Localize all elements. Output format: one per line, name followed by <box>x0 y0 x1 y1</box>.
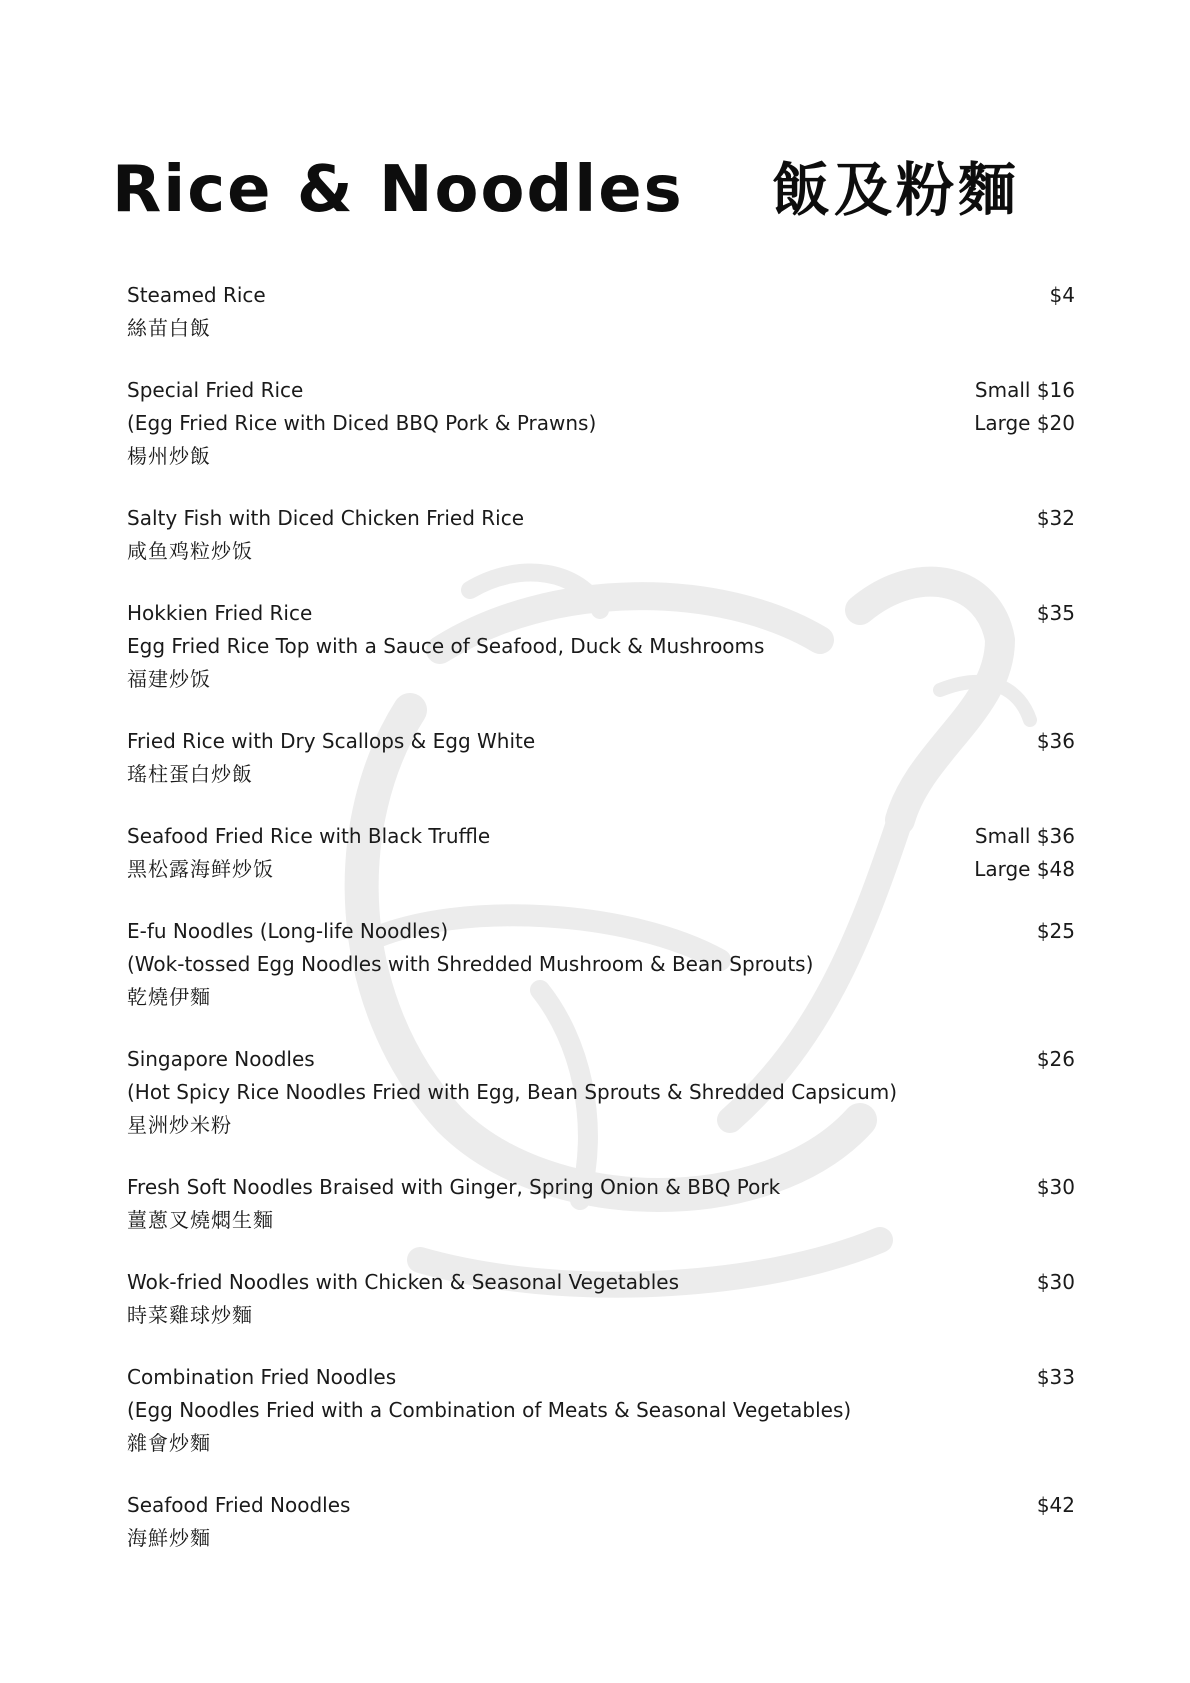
menu-item <box>127 725 1075 791</box>
menu-item-chinese-name: 楊州炒飯 <box>127 444 211 468</box>
price-value: $42 <box>1036 1493 1075 1517</box>
menu-item-price <box>1037 1361 1075 1394</box>
menu-item <box>127 1361 1075 1460</box>
menu-item <box>127 374 1075 473</box>
menu-item-detail: Egg Fried Rice Top with a Sauce of Seafood, Duck & Mushrooms <box>127 634 765 658</box>
menu-item-description <box>127 502 907 568</box>
menu-item-description <box>127 1266 907 1332</box>
price-value: $25 <box>1036 919 1075 943</box>
menu-list <box>127 279 1075 1584</box>
menu-item-name: E-fu Noodles (Long-life Noodles) <box>127 919 449 943</box>
menu-item-price <box>1037 725 1075 758</box>
menu-item-price <box>974 820 1075 886</box>
menu-item-name: Seafood Fried Noodles <box>127 1493 351 1517</box>
price-value: Large $48 <box>974 857 1075 881</box>
title-english: Rice & Noodles <box>112 153 684 227</box>
menu-item-price <box>1037 1489 1075 1522</box>
menu-item-chinese-name: 時菜雞球炒麵 <box>127 1303 253 1327</box>
price-value: $30 <box>1036 1175 1075 1199</box>
menu-item-chinese-name: 咸鱼鸡粒炒饭 <box>127 539 253 563</box>
menu-item-chinese-name: 乾燒伊麵 <box>127 985 211 1009</box>
menu-item-detail: (Egg Fried Rice with Diced BBQ Pork & Prawns) <box>127 411 597 435</box>
menu-item-chinese-name: 瑤柱蛋白炒飯 <box>127 762 253 786</box>
menu-item <box>127 915 1075 1014</box>
menu-item-chinese-name: 黑松露海鲜炒饭 <box>127 857 274 881</box>
price-value: $4 <box>1049 283 1075 307</box>
menu-item-chinese-name: 薑蔥叉燒燜生麵 <box>127 1208 274 1232</box>
menu-item <box>127 597 1075 696</box>
menu-item-description <box>127 1489 907 1555</box>
menu-item <box>127 502 1075 568</box>
menu-item-price <box>974 374 1075 440</box>
menu-item-description <box>127 725 907 791</box>
price-value: $30 <box>1036 1270 1075 1294</box>
menu-item <box>127 279 1075 345</box>
price-value: $26 <box>1036 1047 1075 1071</box>
menu-item-name: Seafood Fried Rice with Black Truffle <box>127 824 491 848</box>
menu-item-chinese-name: 雜會炒麵 <box>127 1431 211 1455</box>
menu-item-name: Fresh Soft Noodles Braised with Ginger, Spring Onion & BBQ Pork <box>127 1175 781 1199</box>
menu-item-detail: (Hot Spicy Rice Noodles Fried with Egg, Bean Sprouts & Shredded Capsicum) <box>127 1080 898 1104</box>
menu-item-description <box>127 1043 907 1142</box>
menu-item-name: Fried Rice with Dry Scallops & Egg White <box>127 729 536 753</box>
price-value: $36 <box>1036 729 1075 753</box>
menu-item-description <box>127 1171 907 1237</box>
menu-item-name: Special Fried Rice <box>127 378 304 402</box>
menu-item <box>127 820 1075 886</box>
menu-item-description <box>127 279 907 345</box>
menu-item-chinese-name: 海鮮炒麵 <box>127 1526 211 1550</box>
menu-item-price <box>1050 279 1075 312</box>
title-chinese: 飯及粉麵 <box>772 156 1021 224</box>
menu-item-price <box>1037 597 1075 630</box>
price-value: Large $20 <box>974 411 1075 435</box>
menu-item-description <box>127 820 907 886</box>
menu-item-name: Combination Fried Noodles <box>127 1365 397 1389</box>
menu-item-price <box>1037 502 1075 535</box>
menu-item-detail: (Wok-tossed Egg Noodles with Shredded Mushroom & Bean Sprouts) <box>127 952 814 976</box>
menu-item-detail: (Egg Noodles Fried with a Combination of Meats & Seasonal Vegetables) <box>127 1398 852 1422</box>
price-value: $35 <box>1036 601 1075 625</box>
page-header <box>112 150 1032 240</box>
menu-item-price <box>1037 1171 1075 1204</box>
menu-item <box>127 1171 1075 1237</box>
price-value: $33 <box>1036 1365 1075 1389</box>
menu-item-name: Salty Fish with Diced Chicken Fried Rice <box>127 506 525 530</box>
menu-item-chinese-name: 絲苗白飯 <box>127 316 211 340</box>
menu-item-name: Wok-fried Noodles with Chicken & Seasonal Vegetables <box>127 1270 679 1294</box>
menu-item-description <box>127 1361 907 1460</box>
price-value: Small $16 <box>974 378 1075 402</box>
menu-item-name: Singapore Noodles <box>127 1047 315 1071</box>
menu-item-description <box>127 374 907 473</box>
price-value: $32 <box>1036 506 1075 530</box>
menu-item-name: Steamed Rice <box>127 283 266 307</box>
menu-item-price <box>1037 1043 1075 1076</box>
menu-item-price <box>1037 915 1075 948</box>
menu-item-chinese-name: 福建炒饭 <box>127 667 211 691</box>
price-value: Small $36 <box>974 824 1075 848</box>
menu-item <box>127 1266 1075 1332</box>
menu-item-description <box>127 597 907 696</box>
menu-item-chinese-name: 星洲炒米粉 <box>127 1113 232 1137</box>
menu-item <box>127 1489 1075 1555</box>
menu-item-price <box>1037 1266 1075 1299</box>
menu-item <box>127 1043 1075 1142</box>
menu-item-description <box>127 915 907 1014</box>
menu-item-name: Hokkien Fried Rice <box>127 601 313 625</box>
